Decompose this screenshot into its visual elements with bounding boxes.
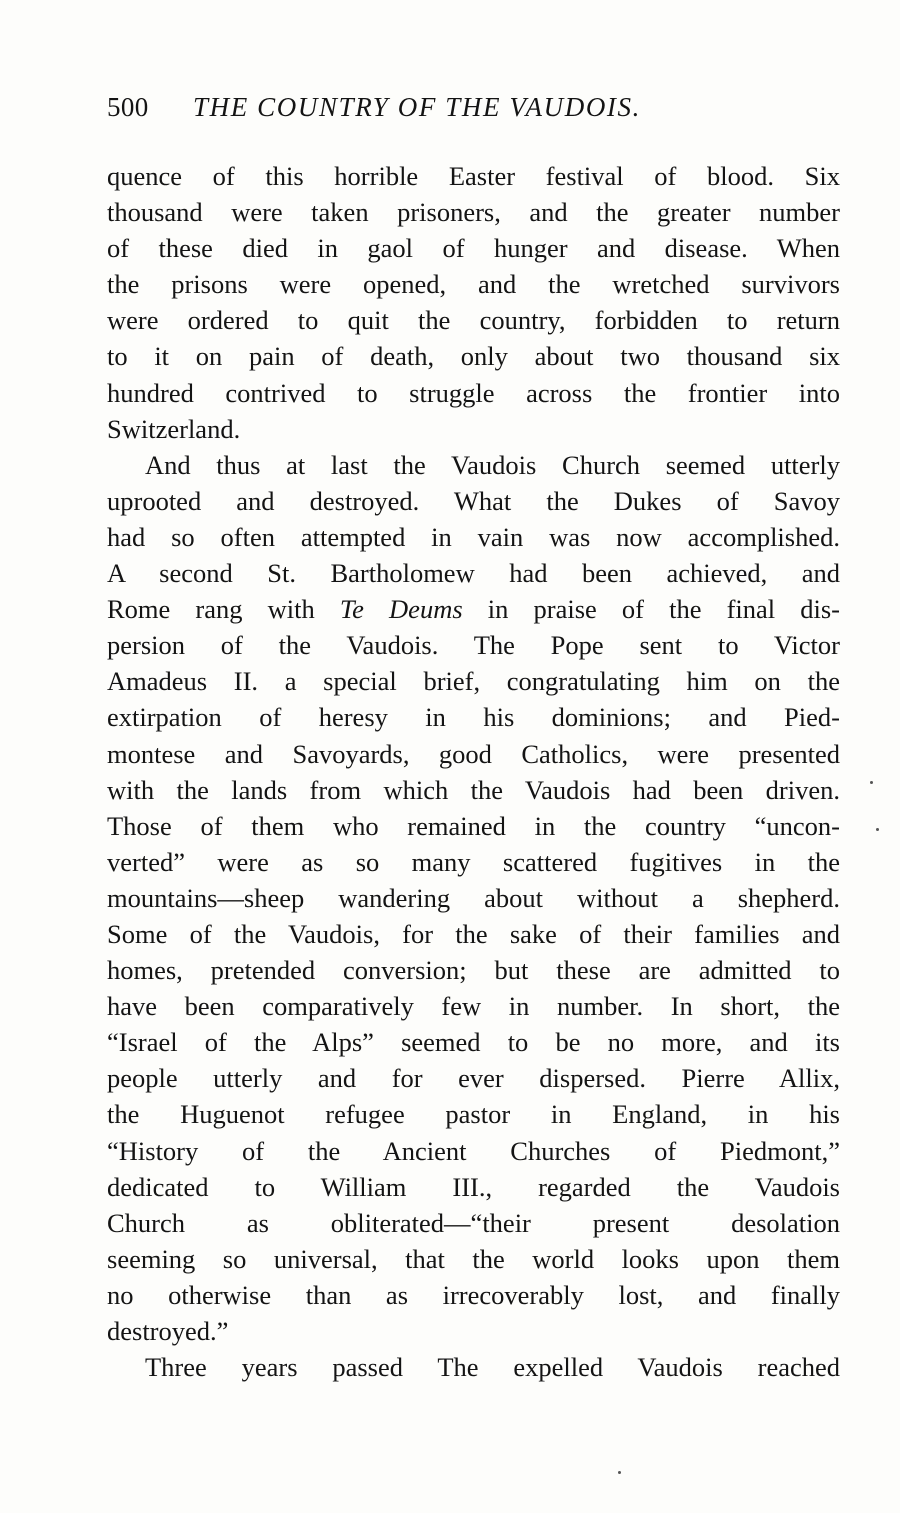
text-line: Church as obliterated—“their present desolation — [107, 1207, 840, 1238]
text-line: no otherwise than as irrecoverably lost, and finally — [107, 1279, 840, 1310]
text-line: destroyed.” — [107, 1316, 229, 1346]
text-line: Three years passed The expelled Vaudois reached — [145, 1352, 840, 1383]
text-line: verted” were as so many scattered fugitives in the — [107, 846, 840, 877]
text-line: have been comparatively few in number. In short, the — [107, 991, 840, 1022]
text-line-with-italic — [107, 591, 840, 627]
text-line: to it on pain of death, only about two thousand six — [107, 341, 840, 372]
text-line: Switzerland. — [107, 413, 241, 444]
text-line: A second St. Bartholomew had been achieved, and — [107, 558, 840, 589]
text-line: seeming so universal, that the world looks upon them — [107, 1243, 840, 1274]
body-text — [107, 158, 840, 1385]
text-line: “Israel of the Alps” seemed to be no more, and its — [107, 1027, 840, 1058]
text-line: were ordered to quit the country, forbidden to return — [107, 305, 840, 336]
running-head-title: THE COUNTRY OF THE VAUDOIS. — [193, 92, 641, 122]
text-line: “History of the Ancient Churches of Piedmont,” — [107, 1135, 840, 1166]
text-line: with the lands from which the Vaudois had been driven. — [107, 774, 840, 805]
page-number: 500 — [107, 92, 149, 122]
text-line: mountains—sheep wandering about without a shepherd. — [107, 882, 840, 913]
scan-speck — [876, 828, 879, 831]
italic-phrase: Te Deums — [339, 594, 463, 625]
line-segment: in praise of the final dis- — [462, 594, 840, 625]
line-segment: Rome rang with — [107, 594, 340, 625]
text-line: the Huguenot refugee pastor in England, in his — [107, 1099, 840, 1130]
text-line: of these died in gaol of hunger and disease. When — [107, 233, 840, 264]
text-line: homes, pretended conversion; but these are admitted to — [107, 955, 840, 986]
text-line: Those of them who remained in the country “uncon- — [107, 810, 840, 841]
text-line: uprooted and destroyed. What the Dukes of Savoy — [107, 485, 840, 516]
text-line: Amadeus II. a special brief, congratulating him on the — [107, 666, 840, 697]
text-line: thousand were taken prisoners, and the greater number — [107, 197, 840, 228]
text-line: Some of the Vaudois, for the sake of their families and — [107, 918, 840, 949]
scan-speck — [870, 781, 873, 784]
text-line: And thus at last the Vaudois Church seemed utterly — [145, 449, 840, 480]
text-line: people utterly and for ever dispersed. Pierre Allix, — [107, 1063, 840, 1094]
text-line: the prisons were opened, and the wretched survivors — [107, 269, 840, 300]
text-line: dedicated to William III., regarded the Vaudois — [107, 1171, 840, 1202]
text-line: extirpation of heresy in his dominions; and Pied- — [107, 702, 840, 733]
text-line: quence of this horrible Easter festival of blood. Six — [107, 161, 840, 191]
running-head — [107, 92, 840, 132]
text-line: persion of the Vaudois. The Pope sent to Victor — [107, 630, 840, 661]
text-line: montese and Savoyards, good Catholics, were presented — [107, 738, 840, 769]
text-line: had so often attempted in vain was now accomplished. — [107, 521, 840, 552]
text-line: hundred contrived to struggle across the frontier into — [107, 377, 840, 408]
scan-speck — [618, 1471, 621, 1474]
